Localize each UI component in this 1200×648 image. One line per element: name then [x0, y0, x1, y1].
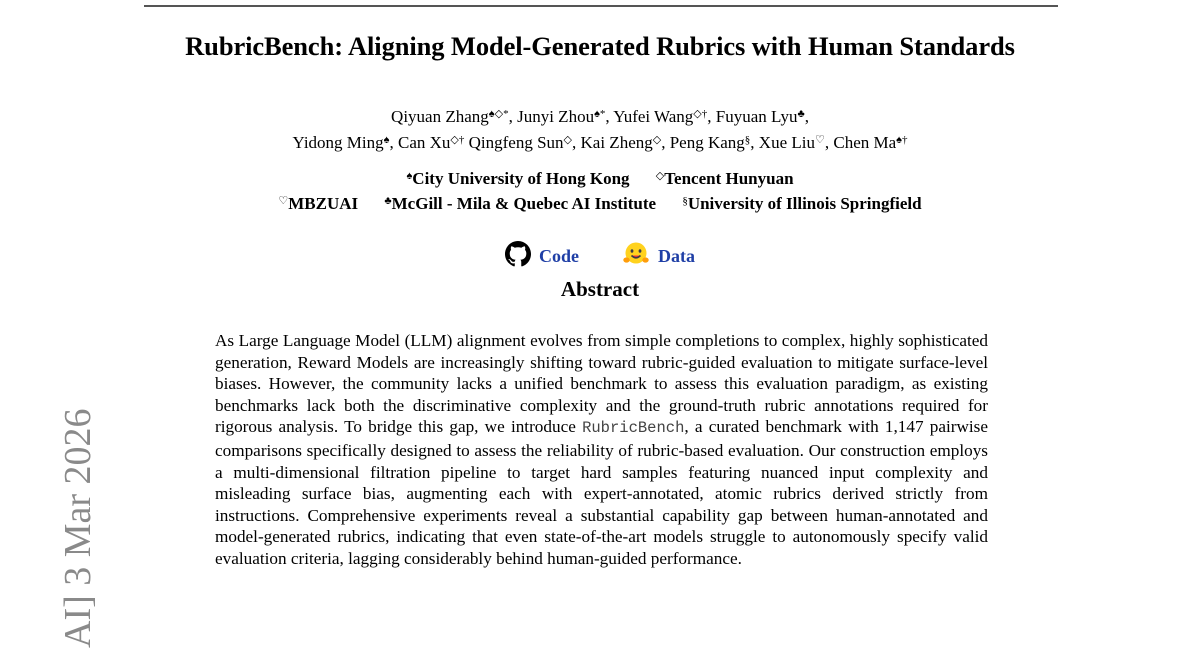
author: Qingfeng Sun◇: [468, 133, 573, 152]
paper-title: RubricBench: Aligning Model-Generated Rubrics with Human Standards: [185, 31, 1015, 61]
affiliation: ♠City University of Hong Kong: [406, 169, 630, 188]
author: Yidong Ming♠: [292, 133, 390, 152]
abstract-text: As Large Language Model (LLM) alignment evolves from simple completions to complex, highly sophisticated generation, Reward Models are increasingly shifting toward rubric-guided evaluation to mitigate surface-level biases. However, the community lacks a unified benchmark to assess this evaluation paradigm, as existing benchmarks lack both the discriminative complexity and the ground-truth rubric annotations required for rigorous analysis. To bridge this gap, we introduce RubricBench, a curated benchmark with 1,147 pairwise comparisons specifically designed to assess the reliability of rubric-based evaluation. Our construction employs a multi-dimensional filtration pipeline to target hard samples featuring nuanced input complexity and misleading surface bias, augmenting each with expert-annotated, atomic rubrics derived strictly from instructions. Comprehensive experiments reveal a substantial capability gap between human-annotated and model-generated rubrics, indicating that even state-of-the-art models struggle to autonomously specify valid evaluation criteria, lagging considerably behind human-guided performance.: [215, 331, 988, 568]
abstract-heading: Abstract: [560, 277, 640, 301]
data-link[interactable]: Data: [622, 246, 695, 266]
author: Junyi Zhou♠*: [517, 107, 606, 126]
affiliation: ◇Tencent Hunyuan: [655, 169, 794, 188]
github-icon: [505, 241, 531, 272]
benchmark-name: RubricBench: [582, 419, 685, 438]
top-rule: [144, 5, 1058, 7]
affiliation: ♡MBZUAI: [278, 194, 359, 213]
resource-links: [0, 241, 1200, 272]
affiliations-line-1: [0, 169, 1200, 189]
author: Chen Ma♠†: [833, 133, 908, 152]
affiliation: §University of Illinois Springfield: [682, 194, 922, 213]
author: Xue Liu♡: [758, 133, 825, 152]
affiliation: ♣McGill - Mila & Quebec AI Institute: [384, 194, 657, 213]
authors-line-1: Qiyuan Zhang♠◇*, Junyi Zhou♠*, Yufei Wang◇†, Fuyuan Lyu♣,: [391, 107, 809, 126]
authors-line-2: Yidong Ming♠, Can Xu◇† Qingfeng Sun◇, Kai Zheng◇, Peng Kang§, Xue Liu♡, Chen Ma♠†: [292, 133, 908, 152]
author: Fuyuan Lyu♣: [715, 107, 805, 126]
code-link[interactable]: Code: [505, 246, 584, 266]
arxiv-stamp: AI] 3 Mar 2026: [57, 408, 99, 648]
affiliations-line-2: [0, 194, 1200, 214]
author: Peng Kang§: [669, 133, 751, 152]
huggingface-icon: [622, 241, 650, 272]
author: Qiyuan Zhang♠◇*: [391, 107, 509, 126]
author: Yufei Wang◇†: [613, 107, 708, 126]
author: Kai Zheng◇: [580, 133, 662, 152]
author: Can Xu◇†: [397, 133, 465, 152]
